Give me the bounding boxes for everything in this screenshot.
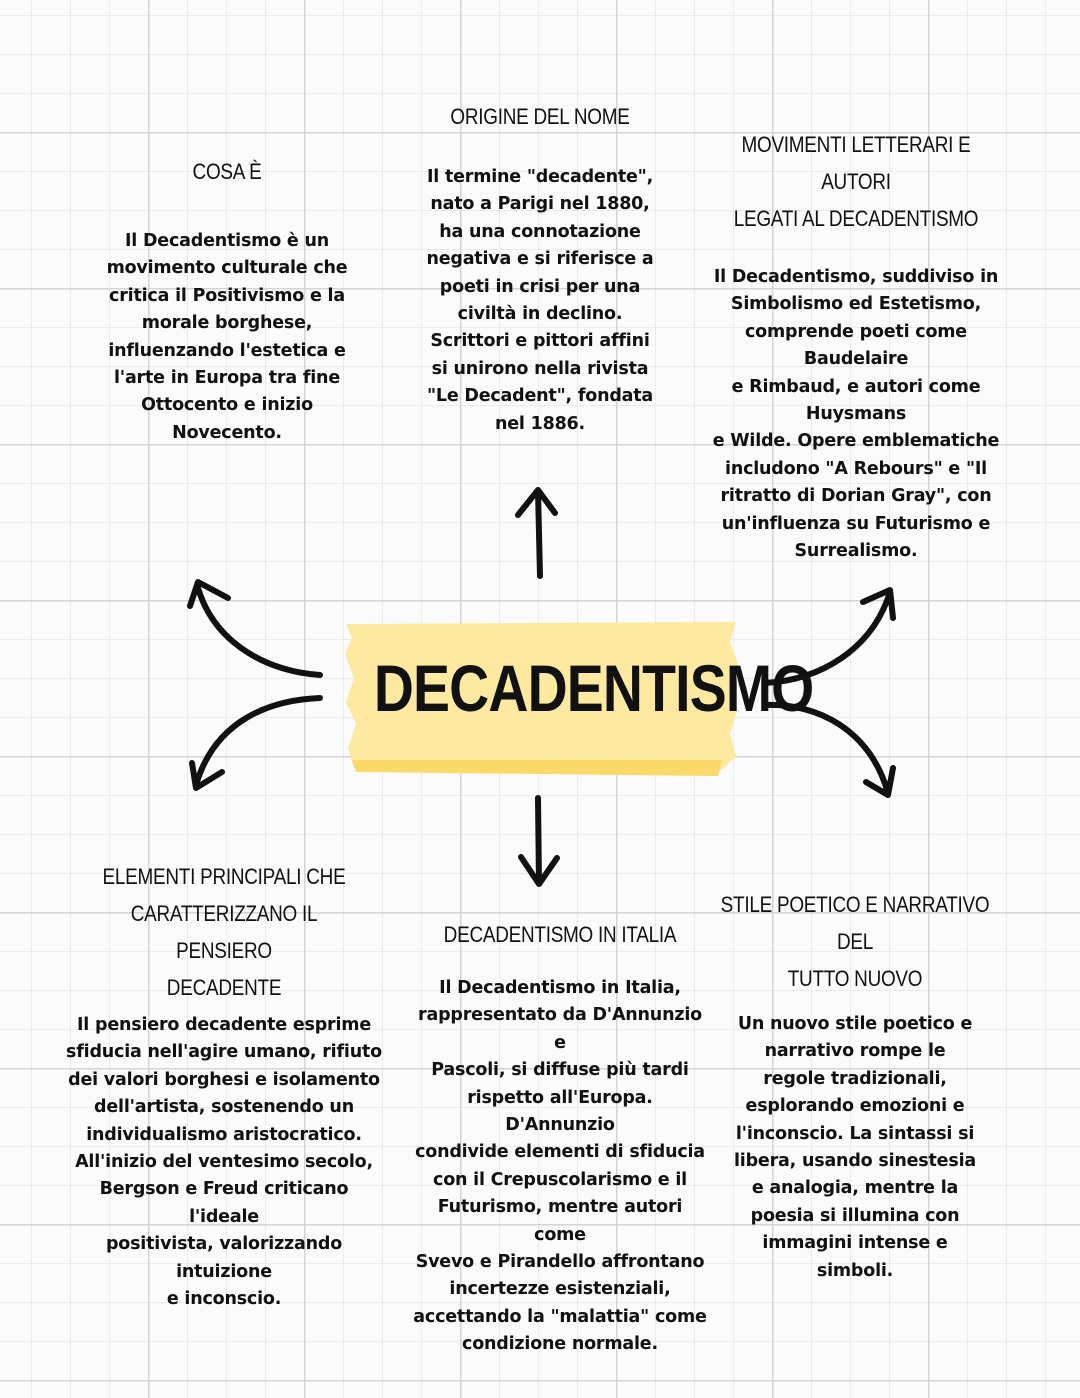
arrow-up <box>518 490 555 576</box>
arrow-down <box>521 798 557 884</box>
node-text: Un nuovo stile poetico e narrativo rompe le regole tradizionali, esplorando emozioni e l'inconscio. La sintassi si libera, usando sinestesia e analogia, mentre la poesia si illumina con immagini intense e simboli. <box>734 1014 976 1281</box>
node-text: Il Decadentismo è un movimento culturale che critica il Positivismo e la morale borghese, influenzando l'estetica e l'arte in Europa tra fine Ottocento e inizio Novecento. <box>106 231 348 443</box>
node-cosa-e <box>96 153 358 447</box>
node-text: Il pensiero decadente esprime sfiducia nell'agire umano, rifiuto dei valori borghesi e isolamento dell'artista, sostenendo un individualismo aristocratico. All'inizio del ventesimo secolo, Bergson e Freud criticano l'ideale positivista, valorizzando intuizione e inconscio. <box>66 1015 382 1310</box>
node-text: Il Decadentismo in Italia, rappresentato da D'Annunzio e Pascoli, si diffuse più tardi rispetto all'Europa. D'Annunzio condivide elementi di sfiducia con il Crepuscolarismo e il Futurismo, mentre autori come Svevo e Pirandello affrontano incertezze esistenziali, accettando la "malattia" come condizione normale. <box>413 978 707 1355</box>
arrow-upper-left <box>190 582 320 675</box>
node-italia <box>410 916 710 1359</box>
node-title: MOVIMENTI LETTERARI E AUTORI LEGATI AL DECADENTISMO <box>733 132 979 231</box>
node-origine <box>406 98 674 438</box>
node-stile <box>694 886 1016 1285</box>
central-title: DECADENTISMO <box>373 651 814 725</box>
node-title: ORIGINE DEL NOME <box>450 104 630 129</box>
node-title: COSA È <box>192 159 262 184</box>
node-title: ELEMENTI PRINCIPALI CHE CARATTERIZZANO IL PENSIERO DECADENTE <box>102 864 346 1000</box>
node-title: DECADENTISMO IN ITALIA <box>443 922 677 947</box>
arrow-lower-left <box>192 698 320 788</box>
node-elementi <box>62 858 386 1313</box>
node-text: Il Decadentismo, suddiviso in Simbolismo ed Estetismo, comprende poeti come Baudelaire e Rimbaud, e autori come Huysmans e Wilde. Opere emblematiche includono "A Rebours" e "Il ritratto di Dorian Gray", con un'influenza su Futurismo e Surrealismo. <box>712 267 1000 562</box>
node-text: Il termine "decadente", nato a Parigi nel 1880, ha una connotazione negativa e si riferisce a poeti in crisi per una civiltà in declino. Scrittori e pittori affini si unirono nella rivista "Le Decadent", fondata nel 1886. <box>426 167 654 434</box>
node-title: STILE POETICO E NARRATIVO DEL TUTTO NUOVO <box>720 892 990 991</box>
node-movimenti <box>690 126 1022 565</box>
